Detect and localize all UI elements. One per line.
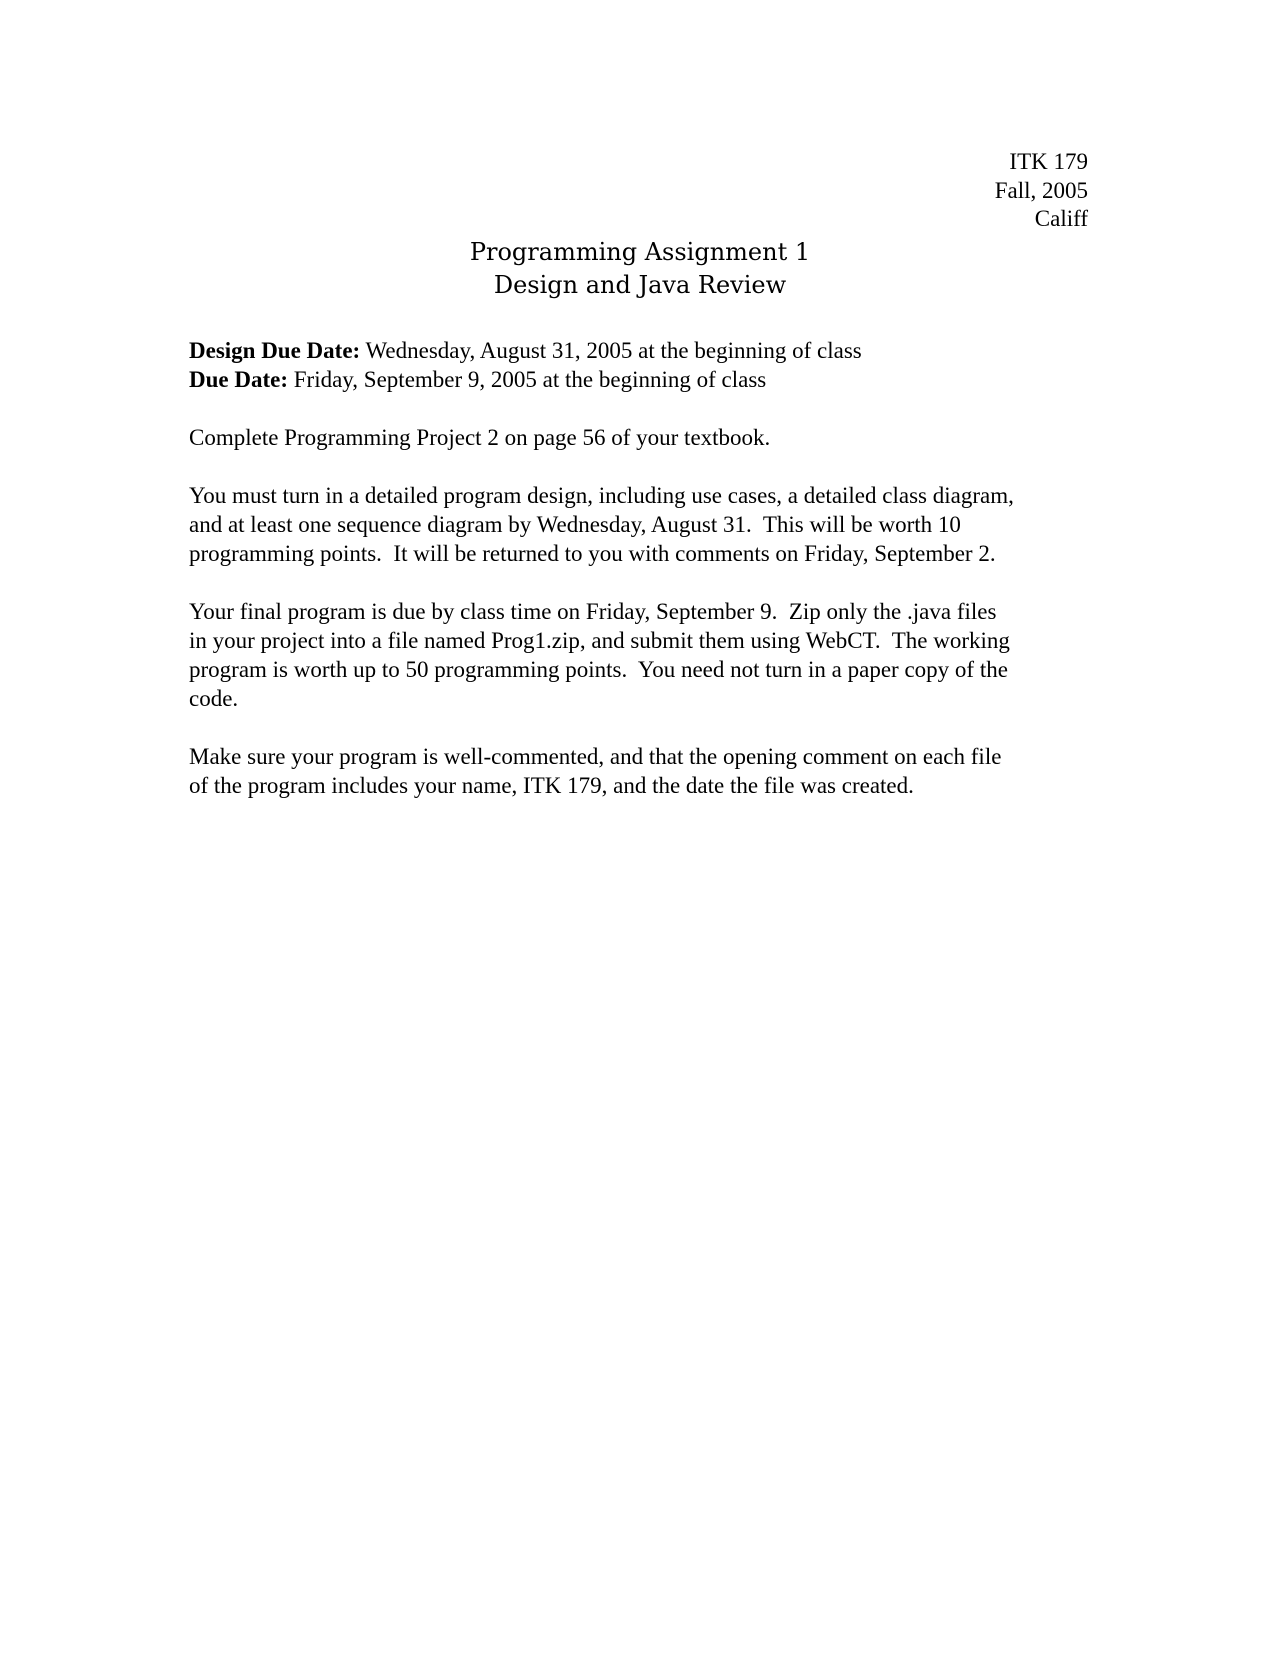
due-value: Friday, September 9, 2005 at the beginning of class (288, 367, 767, 392)
due-dates (189, 336, 1099, 394)
course-code: ITK 179 (1009, 149, 1088, 174)
paragraph-line: and at least one sequence diagram by Wednesday, August 31. This will be worth 10 (189, 512, 961, 537)
paragraph-line: of the program includes your name, ITK 179, and the date the file was created. (189, 773, 914, 798)
paragraph-design (189, 481, 1099, 568)
design-due-date (189, 336, 1099, 365)
paragraph-line: Make sure your program is well-commented, and that the opening comment on each file (189, 744, 1002, 769)
assignment-body (189, 336, 1099, 829)
instructor-name: Califf (1034, 206, 1088, 231)
final-due-date (189, 365, 1099, 394)
paragraph-line: programming points. It will be returned to you with comments on Friday, September 2. (189, 541, 996, 566)
paragraph-line: Your final program is due by class time on Friday, September 9. Zip only the .java files (189, 599, 997, 624)
design-due-label: Design Due Date: (189, 338, 361, 363)
course-header (995, 148, 1088, 234)
paragraph-line: program is worth up to 50 programming points. You need not turn in a paper copy of the (189, 657, 1008, 682)
paragraph-comments (189, 742, 1099, 800)
paragraph-project (189, 423, 1099, 452)
paragraph-line: Complete Programming Project 2 on page 56 of your textbook. (189, 425, 771, 450)
paragraph-line: code. (189, 686, 239, 711)
paragraph-line: in your project into a file named Prog1.zip, and submit them using WebCT. The working (189, 628, 1010, 653)
title-line-2: Design and Java Review (493, 271, 787, 299)
title-line-1: Programming Assignment 1 (469, 238, 811, 266)
paragraph-final-program (189, 597, 1099, 713)
design-due-value: Wednesday, August 31, 2005 at the beginning of class (360, 338, 862, 363)
paragraph-line: You must turn in a detailed program design, including use cases, a detailed class diagram, (189, 483, 1014, 508)
due-label: Due Date: (189, 367, 288, 392)
course-term: Fall, 2005 (994, 177, 1088, 203)
assignment-title (0, 236, 1280, 302)
